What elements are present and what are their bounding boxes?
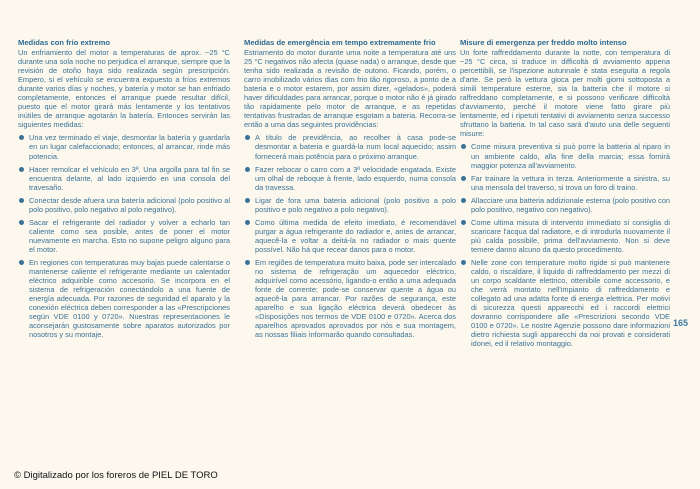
list-item (18, 165, 230, 192)
bullet-icon (19, 260, 24, 265)
list-item (460, 218, 670, 254)
bullet-icon (461, 260, 466, 265)
list-item-text: Conectar desde afuera una batería adicional (polo positivo al polo positivo, polo negativo al polo negativo). (29, 195, 230, 214)
bullet-icon (461, 220, 466, 225)
list-item (244, 165, 456, 192)
bullet-icon (461, 198, 466, 203)
list-item (244, 196, 456, 214)
bullet-icon (245, 198, 250, 203)
intro-paragraph: Estriamento do motor durante uma noite a temperatura até uns 25 °C negativos não afecta (quase nada) o arranque, desde que tenha sido realizada a revisão de outono. Ficando, porém, o carro imobilizado vários dias com frio tão rigoroso, a ponto de a bateria e o motor estarem, por assim dizer, «gelados», poderá haver dificuldades para arrancar, porque o motor não é já girado tão rapidamente pelo motor de arranque, e as repetidas tentativas frustradas de arranque esgotam a bateria. Recorra-se então a uma das seguintes providências: (244, 48, 456, 130)
measures-list (244, 133, 456, 339)
list-item (460, 142, 670, 169)
intro-paragraph: Un enfriamiento del motor a temperaturas de aprox. −25 °C durante una sola noche no perjudica el arranque, siempre que la revisión de otoño haya sido realizada según prescripción. Empero, si el vehículo se encuentra expuesto a fríos extremos durante varios días y noches, y batería y motor se han enfriado completamente, entonces el arranque puede resultar difícil, puesto que el motor girará más lentamente y los tentativos inútiles de arranque agotarán la batería. Entonces servirán las siguientes medidas: (18, 48, 230, 130)
bullet-icon (461, 176, 466, 181)
list-item (18, 133, 230, 160)
intro-paragraph: Un forte raffreddamento durante la notte, con temperatura di −25 °C circa, si traduce in difficoltà di avviamento appena percettibili, se l'ispezione autunnale è stata eseguita a regola d'arte. Se però la vettura gioca per molti giorni sottoposta a simili temperature esterne, sia la batteria che il motore si raffreddano completamente, e si possono verificare difficoltà d'avviamento, perché il motore viene fatto girare più lentamente, ed i ripetuti tentativi di avviamento senza successo sfruttano la batteria. In tal caso sarà d'aiuto una delle seguenti misure: (460, 48, 670, 139)
list-item (18, 196, 230, 214)
list-item-text: Come ultima misura di intervento immediato si consiglia di scaricare l'acqua dal radiatore, e di introdurla nuovamente il più calda possibile, prima dell'avviamento. Non si deve temere danno alcuno da questo procedimento. (471, 217, 670, 254)
list-item (244, 133, 456, 160)
list-item (460, 196, 670, 214)
list-item-text: Hacer remolcar el vehículo en 3ª. Una argolla para tal fin se encuentra delante, al lado izquierdo en una consola del travesaño. (29, 164, 230, 192)
list-item-text: Ligar de fora uma bateria adicional (polo positivo a polo positivo e polo negativo a polo negativo). (255, 195, 456, 214)
measures-list (18, 133, 230, 339)
list-item (244, 218, 456, 254)
bullet-icon (245, 260, 250, 265)
measures-list (460, 142, 670, 348)
list-item-text: Far trainare la vettura in terza. Anteriormente a sinistra, su una mensola del traverso, si trova un foro di traino. (471, 173, 670, 192)
bullet-icon (245, 135, 250, 140)
list-item-text: Em regiões de temperatura muito baixa, pode ser intercalado no sistema de refrigeração um aquecedor eléctrico, adquirível como acessório, ligando-o então a uma adequada fonte de corrente; pode-se conservar quente a água ou aquecê-la para arrancar. Por razões de segurança, este aparelho e sua ligação eléctrica deverá obedecer às «Disposições nos termos de VDE 0100 e 0720». Acerca dos aparelhos aprovados aprovados por nós e sua montagem, as nossas filiais informarão quando consultadas. (255, 257, 456, 340)
bullet-icon (461, 144, 466, 149)
list-item (460, 258, 670, 348)
page-number: 165 (673, 318, 689, 328)
bullet-icon (245, 167, 250, 172)
list-item (18, 258, 230, 339)
list-item (460, 174, 670, 192)
bullet-icon (19, 167, 24, 172)
list-item-text: Como última medida de efeito imediato, é recomendável purgar a água refrigerante do radiador e, antes de arrancar, aquecê-la e voltar a deitá-la no radiador o mais quente possível. Não há que recear danos para o motor. (255, 217, 456, 254)
column-italian (460, 38, 670, 352)
list-item-text: En regiones con temperaturas muy bajas puede calentarse o mantenerse caliente el refrigerante mediante un calentador eléctrico adquirible como accesorio. Se incorpora en el sistema de refrigeración conectándolo a una fuente de energía adecuada. Por razones de seguridad el aparato y la conexión eléctrica deben corresponder a las «Prescripciones según VDE 0100 y 0720». Nuestras representaciones le aconsejarán gustosamente sobre aparatos autorizados por nosotros y su montaje. (29, 257, 230, 340)
list-item-text: A título de previdência, ao recolher à casa pode-se desmontar a bateria e guardá-la num local aquecido; assim fornecerá mais potência para o próximo arranque. (255, 133, 456, 161)
list-item-text: Fazer rebocar o carro com a 3ª velocidade engatada. Existe um olhal de reboque à frente, lado esquerdo, numa consola da travessa. (255, 164, 456, 192)
column-portuguese (244, 38, 456, 343)
list-item-text: Allacciare una batteria addizionale esterna (polo positivo con polo positivo, negativo con negativo). (471, 195, 670, 214)
bullet-icon (19, 198, 24, 203)
bullet-icon (19, 220, 24, 225)
list-item-text: Una vez terminado el viaje, desmontar la batería y guardarla en un lugar calefaccionado; entonces, al arrancar, rinde más potencia. (29, 133, 230, 161)
bullet-icon (245, 220, 250, 225)
list-item (18, 218, 230, 254)
list-item-text: Nelle zone con temperature molto rigide si può mantenere caldo, o riscaldare, il liquido di raffreddamento per mezzi di un corpo scaldante elettrico, ottenibile come accessorio, e che verrà montato nell'impianto di raffreddamento e collegato ad una adatta fonte di energia elettrica. Per motivi di sicurezza questi apparecchi ed i raccordi elettrici dovranno corrispondere alle «Prescrizioni secondo VDE 0100 e 0720». Le nostre Agenzie possono dare informazioni dietro richiesta sugli apparecchi da noi provati e considerati idonei, ed il relativo montaggio. (471, 257, 670, 349)
section-heading: Misure di emergenza per freddo molto intenso (460, 38, 627, 47)
column-spanish (18, 38, 230, 343)
section-heading: Medidas de emergência em tempo extremamente frio (244, 38, 436, 47)
bullet-icon (19, 135, 24, 140)
scan-credit: © Digitalizado por los foreros de PIEL DE TORO (14, 470, 218, 481)
list-item (244, 258, 456, 339)
list-item-text: Sacar el refrigerante del radiador y volver a echarlo tan caliente como sea posible, antes de poner el motor nuevamente en marcha. Esto no supone peligro alguno para el motor. (29, 217, 230, 254)
list-item-text: Come misura preventiva si può porre la batteria al riparo in un ambiente caldo, alla fine della marcia; essa fornirà maggior potenza all'avviamento. (471, 142, 670, 170)
section-heading: Medidas con frío extremo (18, 38, 110, 47)
